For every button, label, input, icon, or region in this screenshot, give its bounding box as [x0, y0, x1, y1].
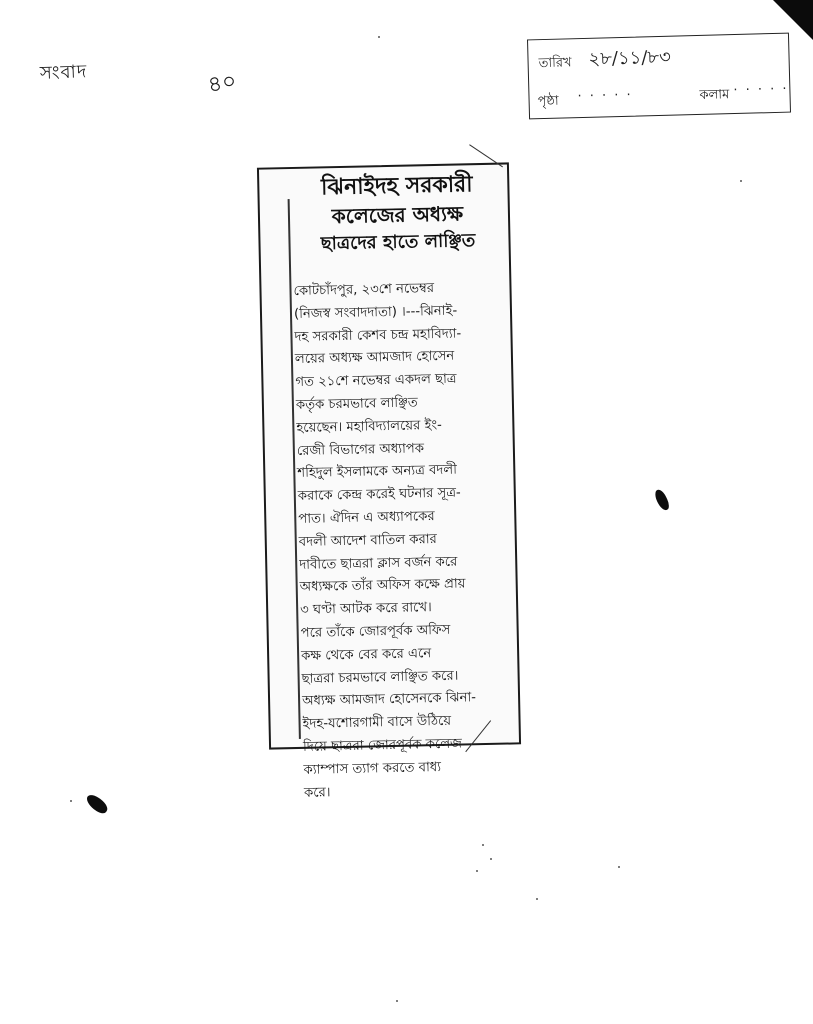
scan-speck	[490, 858, 492, 860]
stamp-date-label: তারিখ	[538, 55, 572, 72]
body-line: দহ সরকারী কেশব চন্দ্র মহাবিদ্যা-	[294, 326, 462, 345]
stamp-column-label: কলাম	[699, 87, 730, 103]
body-line: (নিজস্ব সংবাদদাতা) ।---ঝিনাই-	[293, 303, 458, 322]
ink-blot-mark	[653, 488, 671, 512]
body-line: কক্ষ থেকে বের করে এনে	[301, 645, 432, 664]
headline-line-1: ঝিনাইদহ সরকারী	[320, 172, 473, 201]
body-line: হয়েছেন। মহাবিদ্যালয়ের ইং-	[296, 417, 442, 436]
stamp-date-value: ২৮/১১/৮৩	[588, 46, 672, 70]
scan-speck	[482, 844, 484, 846]
handwritten-number-note: ৪০	[205, 68, 239, 99]
scan-speck	[740, 180, 742, 182]
body-line: লয়ের অধ্যক্ষ আমজাদ হোসেন	[294, 349, 455, 368]
body-line: বদলী আদেশ বাতিল করার	[298, 531, 437, 550]
scan-speck	[378, 36, 380, 38]
date-stamp-box	[527, 33, 791, 120]
body-line: শহিদুল ইসলামকে অন্যত্র বদলী	[297, 462, 458, 482]
stamp-page-dots: · · · · ·	[577, 87, 633, 105]
newspaper-clipping	[257, 162, 521, 801]
scan-speck	[70, 800, 72, 802]
body-line: দিয়ে ছাত্ররা জোরপূর্বক কলেজ	[302, 736, 463, 755]
body-line: করাকে কেন্দ্র করেই ঘটনার সূত্র-	[297, 485, 461, 505]
scan-speck	[396, 1000, 398, 1002]
body-line: অধ্যক্ষ আমজাদ হোসেনকে ঝিনা-	[301, 690, 477, 710]
body-line: অধ্যক্ষকে তাঁর অফিস কক্ষে প্রায়	[299, 576, 466, 596]
body-line: পরে তাঁকে জোরপূর্বক অফিস	[300, 622, 451, 641]
body-line: গত ২১শে নভেম্বর একদল ছাত্র	[295, 371, 457, 391]
body-line: কোটচাঁদপুর, ২৩শে নভেম্বর	[293, 281, 435, 299]
scan-speck	[536, 898, 538, 900]
body-line: ইদহ-যশোরগামী বাসে উঠিয়ে	[302, 713, 452, 733]
clipping-headline	[289, 171, 506, 256]
clipping-body	[293, 277, 516, 806]
stamp-column-dots: · · · · ·	[733, 81, 789, 99]
body-line: ৩ ঘণ্টা আটক করে রাখে।	[300, 600, 432, 619]
body-line: করে।	[303, 784, 331, 801]
body-line: ক্যাম্পাস ত্যাগ করতে বাধ্য	[303, 759, 442, 778]
headline-line-2: কলেজের অধ্যক্ষ	[331, 200, 464, 228]
handwritten-source-note: সংবাদ	[39, 61, 88, 84]
stamp-page-label: পৃষ্ঠা	[537, 93, 559, 110]
headline-line-3: ছাত্রদের হাতে লাঞ্ছিত	[320, 229, 476, 254]
ink-blot-mark	[84, 792, 110, 816]
body-line: কর্তৃক চরমভাবে লাঞ্ছিত	[295, 395, 418, 413]
body-line: রেজী বিভাগের অধ্যাপক	[296, 440, 425, 459]
body-line: ছাত্ররা চরমভাবে লাঞ্ছিত করে।	[301, 668, 459, 687]
body-line: দাবীতে ছাত্ররা ক্লাস বর্জন করে	[299, 554, 458, 573]
scan-speck	[618, 866, 620, 868]
scan-speck	[476, 870, 478, 872]
body-line: পাত। ঐদিন এ অধ্যাপকের	[298, 509, 435, 527]
